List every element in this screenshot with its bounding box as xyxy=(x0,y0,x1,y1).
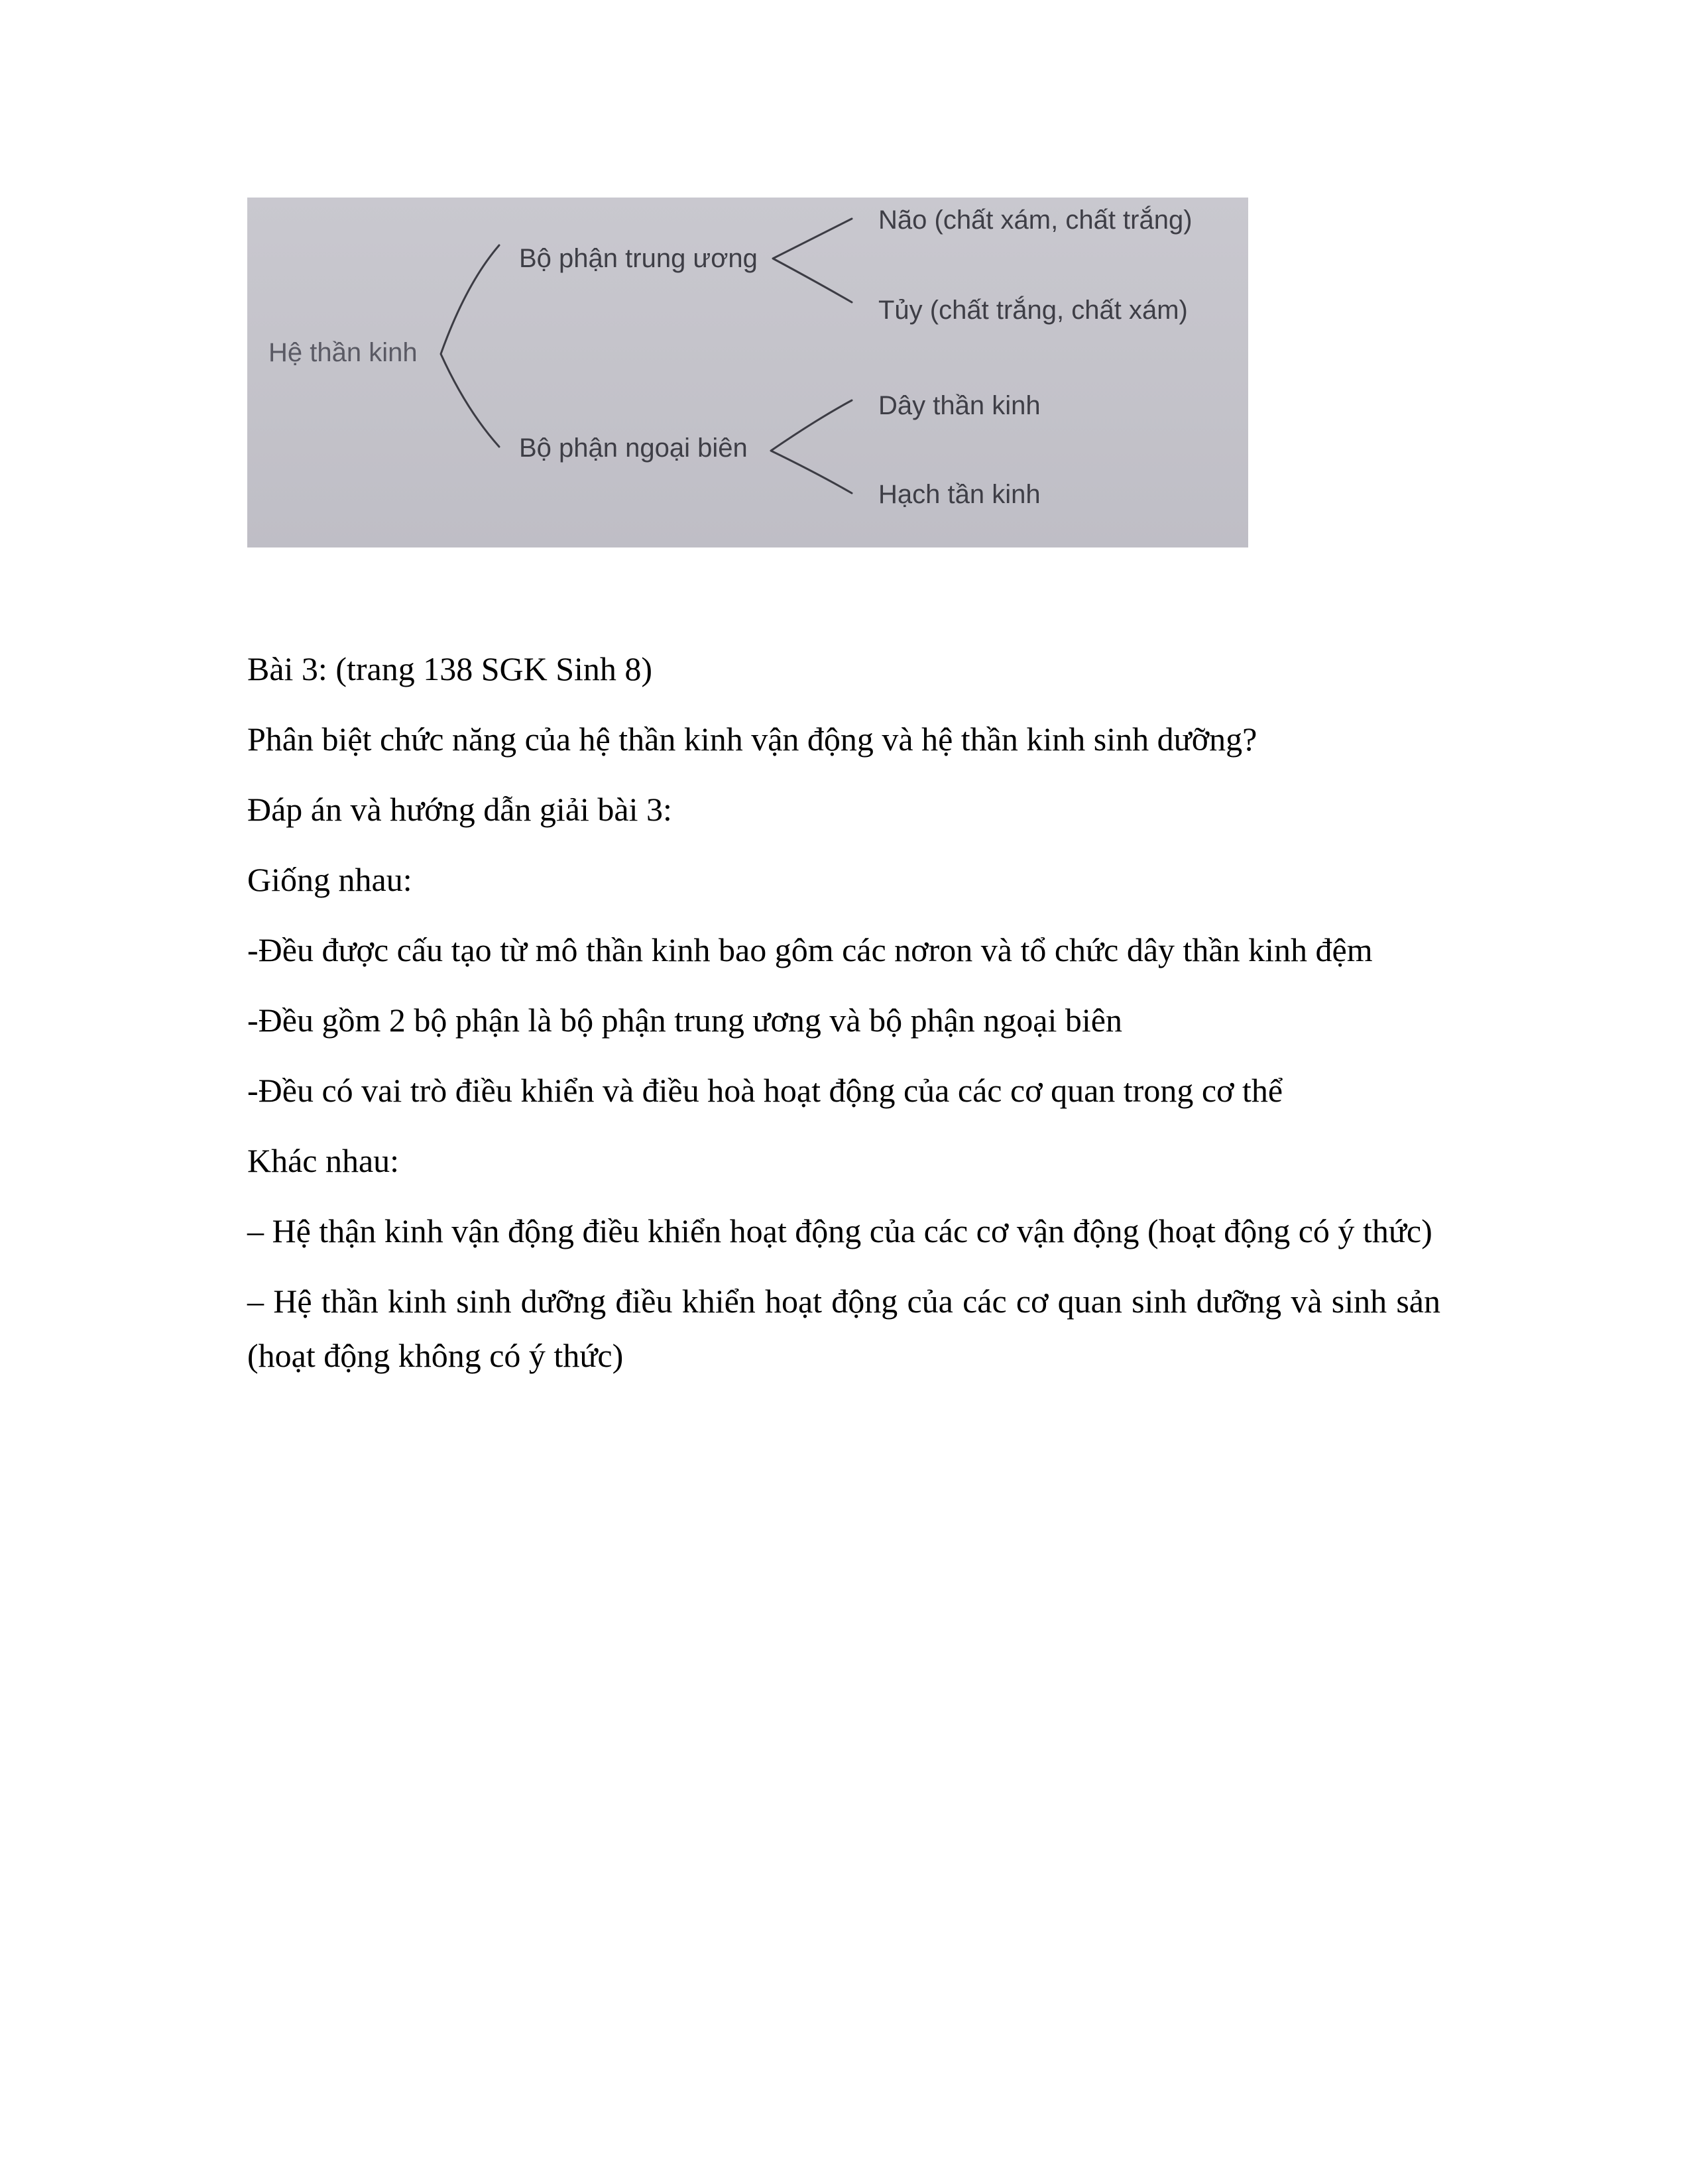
similar-heading: Giống nhau: xyxy=(247,861,412,898)
similar-item: -Đều được cấu tạo từ mô thần kinh bao gôm các nơron và tổ chức dây thần kinh đệm xyxy=(247,931,1373,968)
nervous-system-diagram xyxy=(247,198,1248,547)
different-item: – Hệ thận kinh vận động điều khiển hoạt động của các cơ vận động (hoạt động có ý thức) xyxy=(247,1212,1432,1249)
diagram-ganglia-label: Hạch tần kinh xyxy=(878,480,1041,509)
root-bracket xyxy=(441,245,499,447)
exercise-text xyxy=(247,642,1440,1399)
diagram-root-label: Hệ thần kinh xyxy=(268,338,418,367)
lower-bracket xyxy=(771,400,852,493)
diagram-nerves-label: Dây thần kinh xyxy=(878,391,1041,420)
diagram-spinal-cord-label: Tủy (chất trắng, chất xám) xyxy=(878,296,1188,325)
similar-item: -Đều gồm 2 bộ phận là bộ phận trung ương và bộ phận ngoại biên xyxy=(247,1002,1122,1039)
different-heading: Khác nhau: xyxy=(247,1142,400,1179)
answer-heading: Đáp án và hướng dẫn giải bài 3: xyxy=(247,791,672,828)
similar-item: -Đều có vai trò điều khiển và điều hoà hoạt động của các cơ quan trong cơ thể xyxy=(247,1072,1283,1109)
exercise-title: Bài 3: (trang 138 SGK Sinh 8) xyxy=(247,650,653,687)
diagram-peripheral-label: Bộ phận ngoại biên xyxy=(519,433,748,463)
diagram-central-label: Bộ phận trung ương xyxy=(519,244,758,273)
upper-bracket xyxy=(773,219,852,302)
different-item: – Hệ thần kinh sinh dưỡng điều khiển hoạt động của các cơ quan sinh dưỡng và sinh sản (hoạt động không có ý thức) xyxy=(247,1283,1440,1374)
exercise-question: Phân biệt chức năng của hệ thần kinh vận động và hệ thần kinh sinh dưỡng? xyxy=(247,720,1257,758)
diagram-brain-label: Não (chất xám, chất trắng) xyxy=(878,205,1193,235)
